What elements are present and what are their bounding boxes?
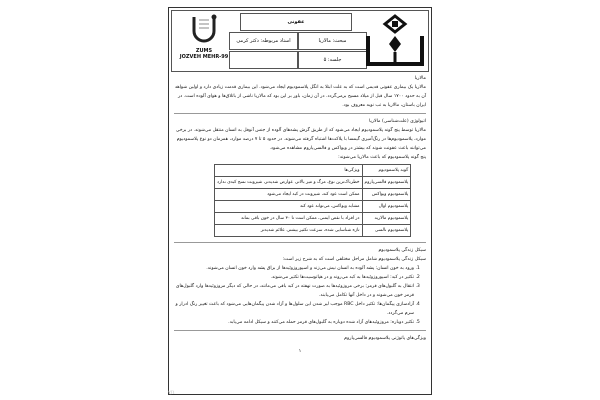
features-cell: در افراد با نقص ایمنی، ممکن است تا ۳۰ سال در خون باقی بماند bbox=[215, 213, 363, 225]
table-header-row bbox=[215, 165, 411, 177]
table-row bbox=[215, 213, 411, 225]
university-logo bbox=[364, 14, 426, 68]
intro-heading: مالاریا bbox=[414, 76, 426, 81]
species-cell: پلاسمودیوم اوال bbox=[362, 201, 411, 213]
header-species: گونه پلاسمودیوم bbox=[362, 165, 411, 177]
species-table bbox=[214, 164, 411, 237]
species-cell: پلاسمودیوم فالسی‌پاروم bbox=[362, 177, 411, 189]
species-cell: پلاسمودیوم مالاریه bbox=[362, 213, 411, 225]
document-page bbox=[168, 7, 432, 395]
document-body bbox=[171, 74, 429, 356]
lifecycle-steps bbox=[174, 264, 426, 327]
empty-cell bbox=[229, 51, 298, 69]
table-row bbox=[215, 201, 411, 213]
lifecycle-heading: سیکل زندگی پلاسمودیوم bbox=[378, 248, 426, 253]
zums-logo bbox=[176, 14, 232, 68]
page-number: ۱ bbox=[298, 349, 302, 354]
list-item: 3. انتقال به گلبول‌های قرمز: برخی مروزوئیدها به صورت نهفته در کبد باقی می‌مانند، در حالی که دیگر مروزوئیدها وارد گلبول‌های قرمز خون می‌شوند و در داخل آنها تکامل می‌یابند. bbox=[174, 282, 414, 300]
teacher-cell: استاد مربوطه: دکتر کرمی bbox=[229, 32, 298, 50]
table-caption: پنج گونه پلاسمودیوم که باعث مالاریا می‌شوند: bbox=[338, 155, 426, 160]
logo-zums: ZUMS bbox=[195, 48, 213, 54]
intro-text: مالاریا یک بیماری عفونی قدیمی است که به علت ابتلا به انگل پلاسمودیوم ایجاد می‌شود. این بیماری قدمت زیادی دارد و اولین شواهد آن به حدود ۱۷۰۰ سال قبل از میلاد مسیح برمی‌گردد. در آن زمان، باور بر این بود که مالاریا ناشی از باتلاق‌ها و هوای آلوده است. در ایران باستان، مالاریا به تب نوبه معروف بود. bbox=[174, 85, 426, 108]
etiology-section bbox=[174, 117, 426, 243]
table-row bbox=[215, 225, 411, 237]
stethoscope-icon bbox=[184, 14, 224, 46]
species-cell: پلاسمودیوم نالسی bbox=[362, 225, 411, 237]
intro-section bbox=[174, 74, 426, 114]
course-title: عفونی bbox=[240, 13, 352, 31]
session-cell: جلسه: ۵ bbox=[298, 51, 367, 69]
list-item: 4. آزادسازی پیگمان‌ها: تکثیر داخل RBC موجب لیز شدن این سلول‌ها و آزاد شدن پیگمان‌هایی می‌شود که باعث تغییر رنگ ادرار و سرم می‌گردد. bbox=[174, 300, 414, 318]
footer-page-mark: ۷/۱ bbox=[168, 390, 176, 396]
pathology-heading: ویژگی‌های پاتوژنی پلاسمودیوم فالسی‌پاروم bbox=[344, 336, 426, 341]
header-box bbox=[171, 10, 429, 72]
list-item: 2. تکثیر در کبد: اسپوروزوئیدها به کبد می‌روند و در هپاتوسیت‌ها تکثیر می‌شوند. bbox=[174, 273, 414, 282]
topic-cell: مبحث: مالاریا bbox=[298, 32, 367, 50]
features-cell: ممکن است عود کند، شیزونت در کبد ایجاد می‌شود bbox=[215, 189, 363, 201]
features-cell: تازه شناسایی شده، سرعت تکثیر بیشتر، علائم شدیدتر bbox=[215, 225, 363, 237]
logo-jozveh: JOZVEH MEHR-99 bbox=[179, 54, 229, 60]
features-cell: مشابه ویواکس، می‌تواند عود کند bbox=[215, 201, 363, 213]
lifecycle-intro: سیکل زندگی پلاسمودیوم شامل مراحل مختلفی است که به شرح زیر است: bbox=[282, 257, 426, 262]
list-item: 5. تکثیر دوباره: مروزوئیدهای آزاد شده دوباره به گلبول‌های قرمز حمله می‌کنند و سیکل ادامه می‌یابد. bbox=[174, 318, 414, 327]
etiology-heading: اتیولوژی (علت‌شناسی) مالاریا bbox=[369, 119, 426, 124]
table-row bbox=[215, 189, 411, 201]
lifecycle-section bbox=[174, 246, 426, 331]
header-features: ویژگی‌ها bbox=[215, 165, 363, 177]
etiology-text: مالاریا توسط پنج گونه پلاسمودیوم ایجاد می‌شود که از طریق گزش پشه‌های آلوده از جنس آنوفل به انسان منتقل می‌شوند. در برخی موارد، پلاسمودیوم‌ها در رنگ‌آمیزی گیمسا با پلاکت‌ها اشتباه گرفته می‌شوند. در حدود ۵ تا ۷ درصد موارد، همزمان دو نوع پلاسمودیوم می‌توانند باعث عفونت شوند که بیشتر در ویواکس و فالسی‌پاروم مشاهده می‌شود. bbox=[175, 128, 426, 151]
table-row bbox=[215, 177, 411, 189]
list-item: 1. ورود به خون انسان: پشه آلوده به انسان نیش می‌زند و اسپوروزوئیدها از بزاق پشه وارد خون انسان می‌شوند. bbox=[174, 264, 414, 273]
features-cell: خطرناک‌ترین نوع، مرگ و میر بالاتر، عوارض شدیدتر، شیزونت نسج کبدی ندارد bbox=[215, 177, 363, 189]
species-cell: پلاسمودیوم ویواکس bbox=[362, 189, 411, 201]
